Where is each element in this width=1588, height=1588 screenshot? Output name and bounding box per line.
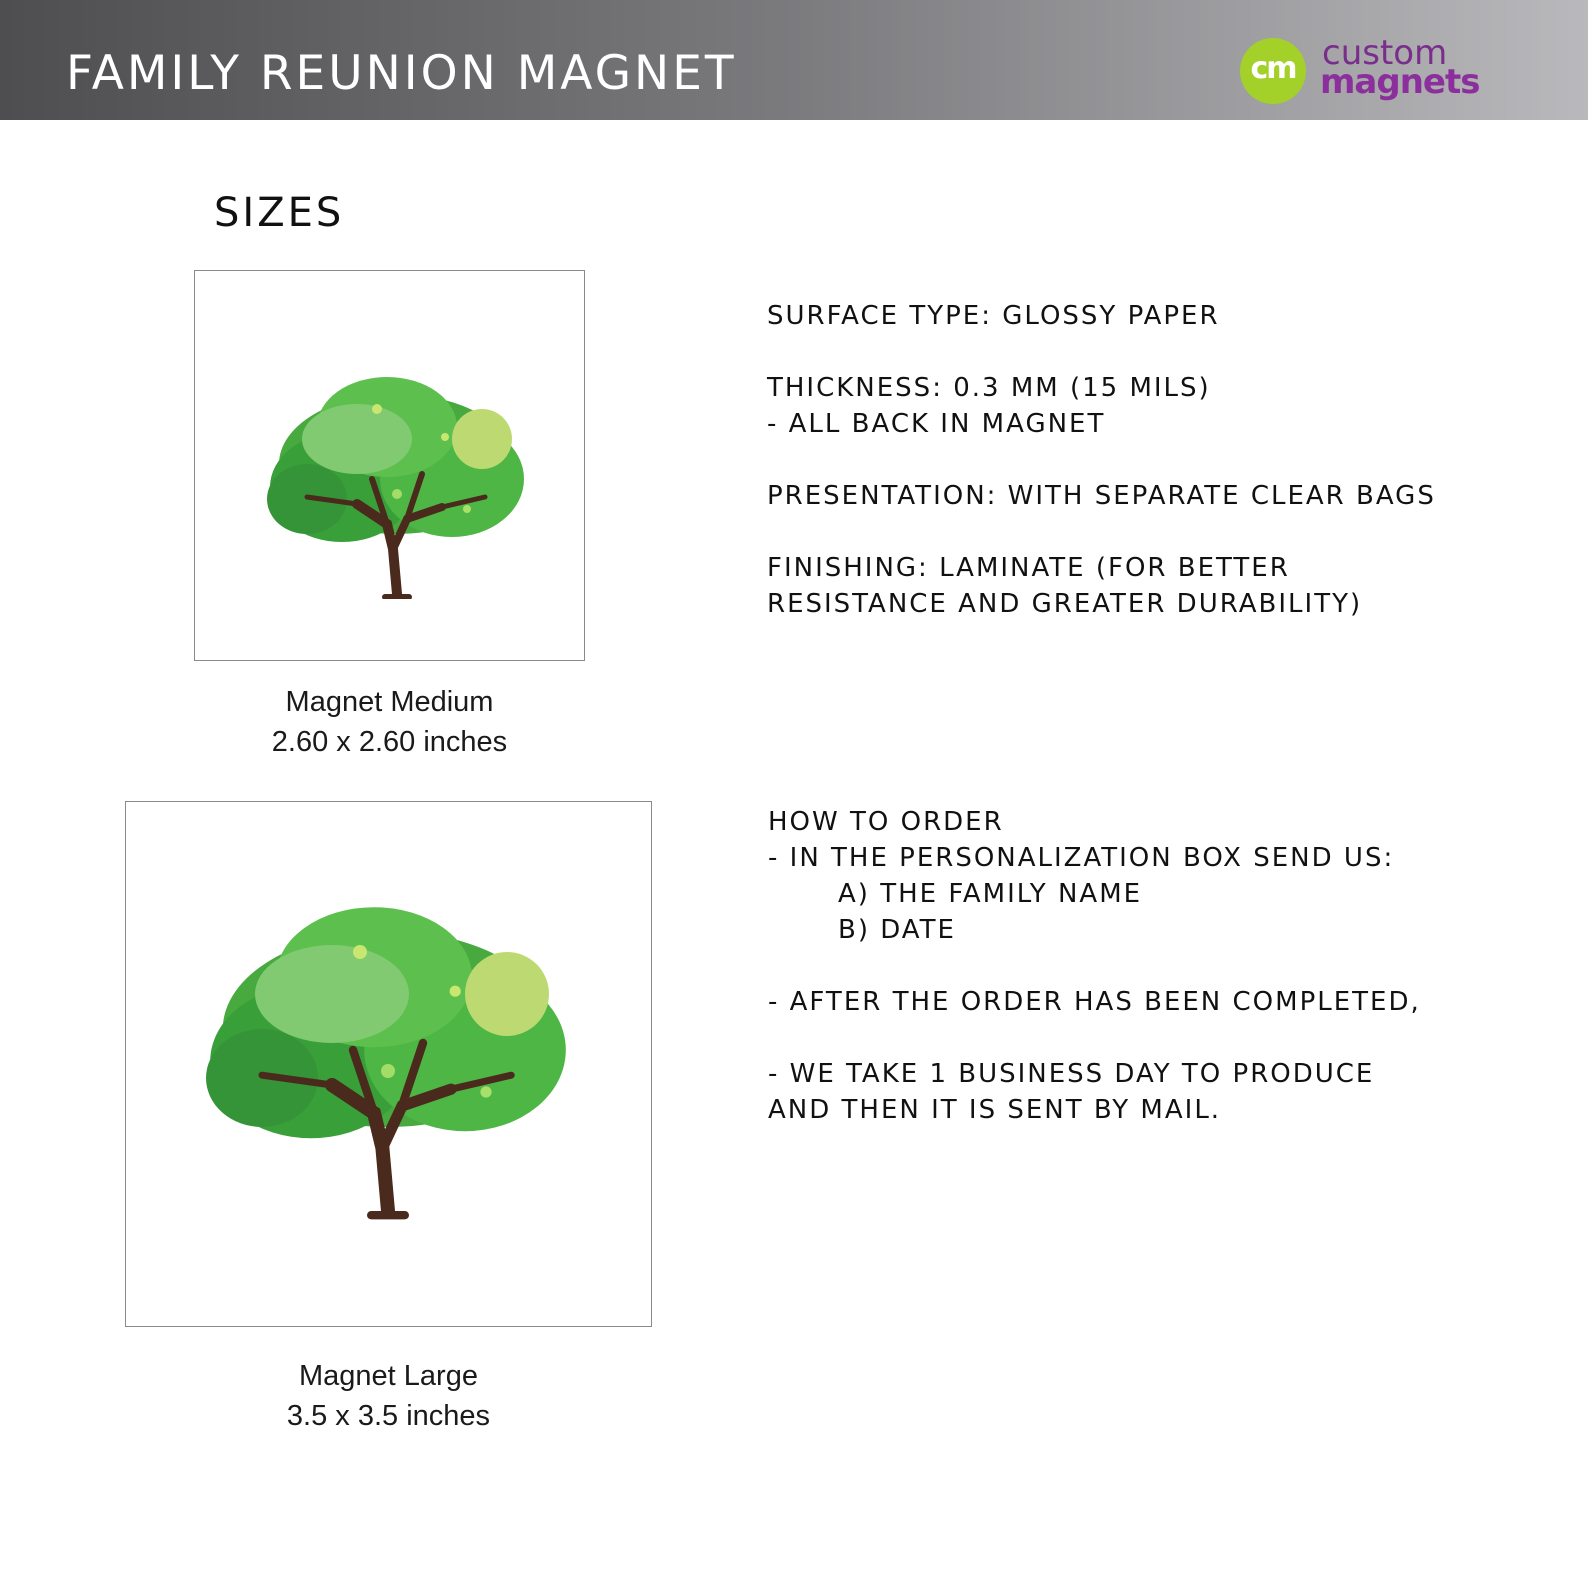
order-item-a: A) THE FAMILY NAME: [838, 879, 1143, 909]
order-after: - AFTER THE ORDER HAS BEEN COMPLETED,: [768, 987, 1421, 1017]
order-heading: HOW TO ORDER: [768, 807, 1004, 837]
tree-icon: [247, 369, 547, 599]
header-banner: [0, 0, 1588, 120]
order-item-b: B) DATE: [838, 915, 956, 945]
order-production-line-2: AND THEN IT IS SENT BY MAIL.: [768, 1095, 1222, 1125]
magnet-large-dimensions: 3.5 x 3.5 inches: [286, 1400, 491, 1432]
magnet-medium-dimensions: 2.60 x 2.60 inches: [271, 726, 508, 758]
magnet-large-caption: [125, 1356, 652, 1436]
magnet-large-name: Magnet Large: [299, 1360, 478, 1392]
order-production-line-1: - WE TAKE 1 BUSINESS DAY TO PRODUCE: [768, 1059, 1375, 1089]
spec-presentation: PRESENTATION: WITH SEPARATE CLEAR BAGS: [767, 481, 1436, 511]
spec-surface: SURFACE TYPE: GLOSSY PAPER: [767, 301, 1220, 331]
magnet-medium-name: Magnet Medium: [285, 686, 494, 718]
magnet-medium-preview: [194, 270, 585, 661]
order-personalization: - IN THE PERSONALIZATION BOX SEND US:: [768, 843, 1395, 873]
how-to-order: [768, 804, 1568, 1128]
brand-logo[interactable]: [1240, 33, 1480, 104]
logo-mark: cm: [1250, 51, 1296, 86]
page-title: FAMILY REUNION MAGNET: [66, 46, 737, 101]
logo-word-custom: custom: [1322, 33, 1448, 73]
logo-word-magnets: magnets: [1320, 62, 1480, 102]
tree-icon: [178, 892, 598, 1222]
spec-thickness: THICKNESS: 0.3 MM (15 MILS): [767, 373, 1211, 403]
product-specs: [767, 298, 1567, 622]
spec-finishing-line-2: RESISTANCE AND GREATER DURABILITY): [767, 589, 1363, 619]
spec-thickness-note: - ALL BACK IN MAGNET: [767, 409, 1106, 439]
magnet-large-preview: [125, 801, 652, 1327]
magnet-medium-caption: [194, 682, 585, 762]
sizes-heading: SIZES: [214, 190, 345, 236]
spec-finishing-line-1: FINISHING: LAMINATE (FOR BETTER: [767, 553, 1290, 583]
